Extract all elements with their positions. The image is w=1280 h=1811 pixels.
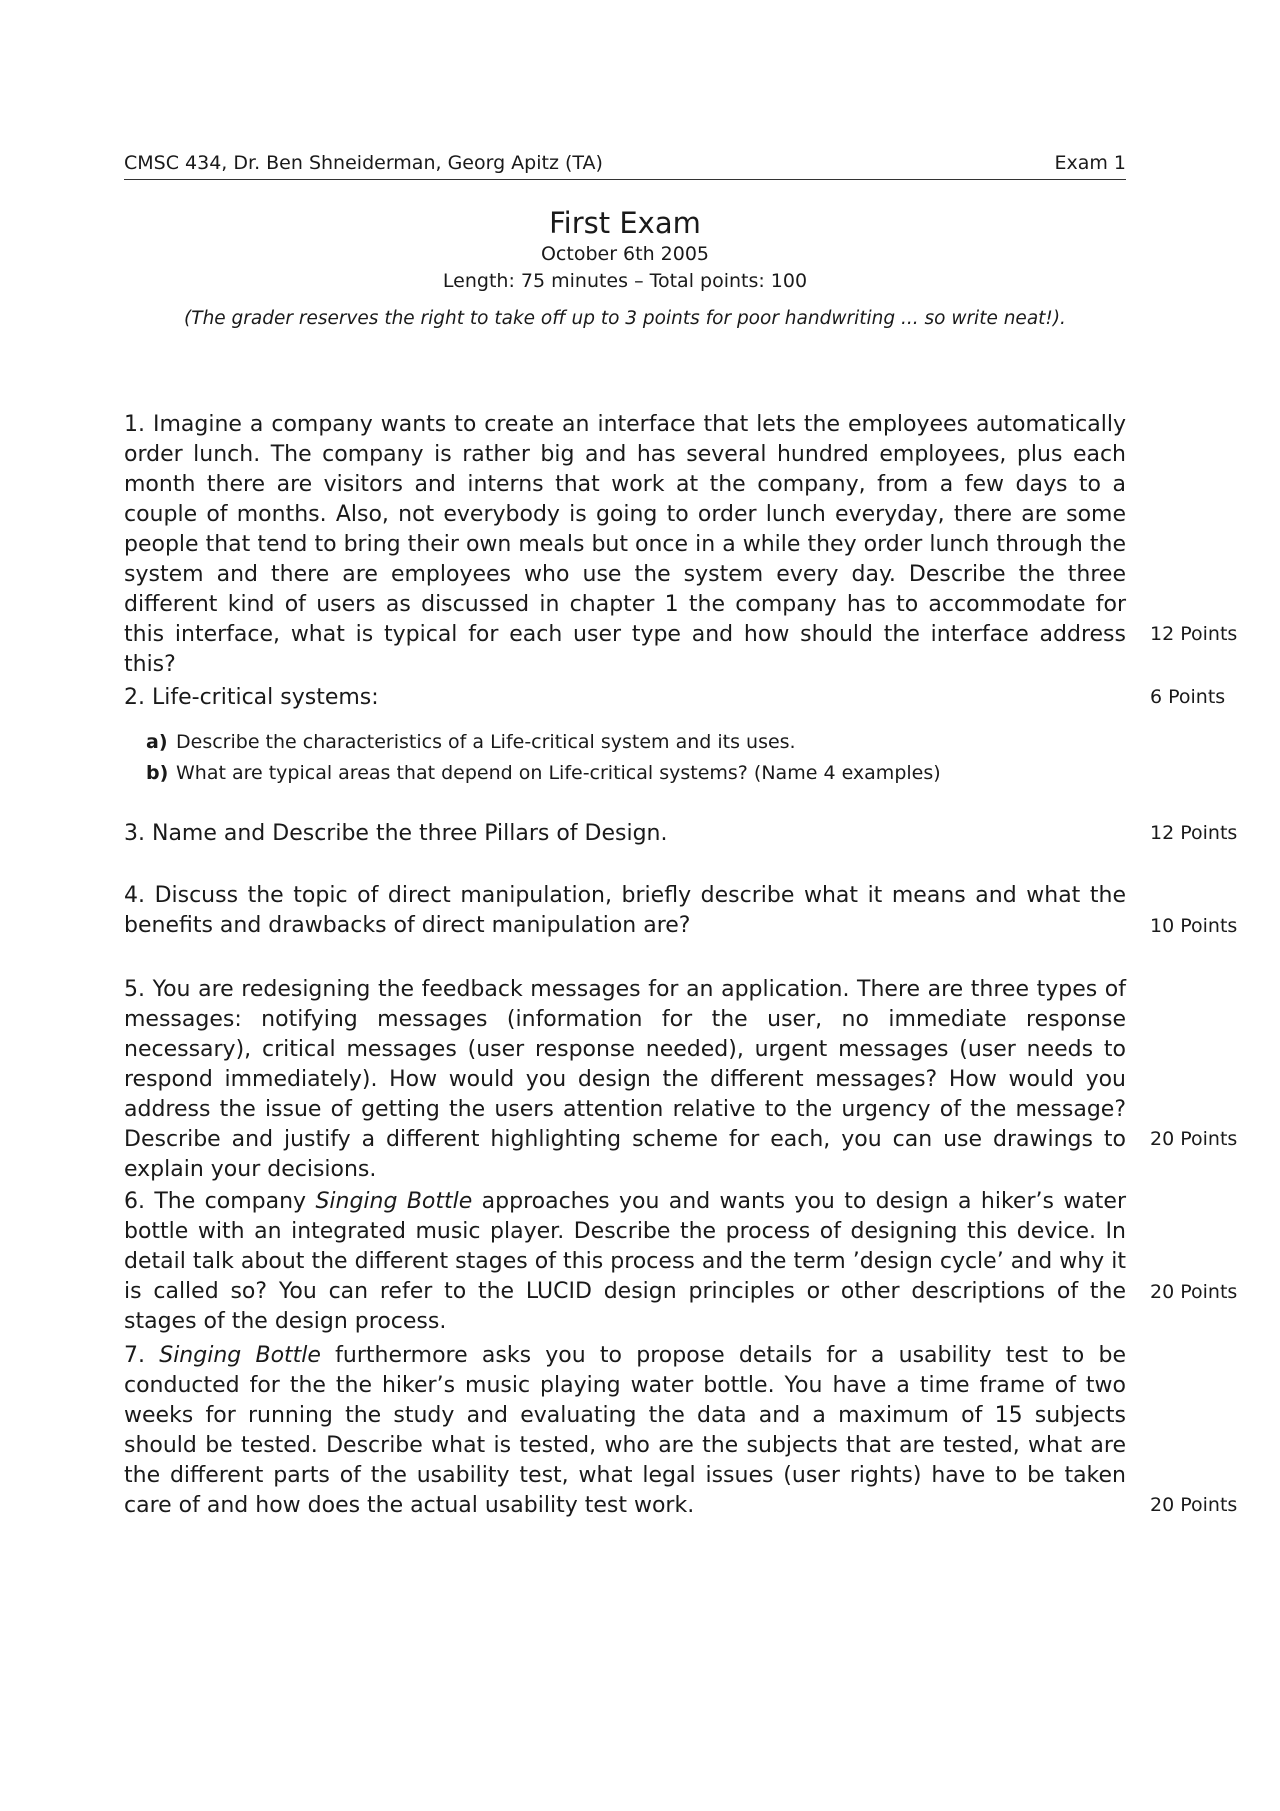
question-6 xyxy=(124,1187,1126,1337)
question-body: furthermore asks you to propose details for a usability test to be conducted for the the hiker’s music playing water bottle. You have a time frame of two weeks for running the study and evaluating the data and a maximum of 15 subjects should be tested. Describe what is tested, who are the subjects that are tested, what are the different parts of the usability test, what legal issues (user rights) have to be taken care of and how does the actual usability test work. xyxy=(124,1343,1127,1518)
question-text: 5. You are redesigning the feedback messages for an application. There are three types of messages: notifying messages (information for the user, no immediate response necessary), critical messages (user response needed), urgent messages (user needs to respond immediately). How would you design the different messages? How would you address the issue of getting the users attention relative to the urgency of the message? Describe and justify a different highlighting scheme for each, you can use drawings to explain your decisions. xyxy=(124,977,1126,1182)
question-prefix: 6. The company xyxy=(124,1189,316,1214)
exam-title: First Exam xyxy=(549,206,701,240)
question-text: 1. Imagine a company wants to create an interface that lets the employees automatically order lunch. The company is rather big and has several hundred employees, plus each month there are visitors and interns that work at the company, from a few days to a couple of months. Also, not everybody is going to order lunch everyday, there are some people that tend to bring their own meals but once in a while they order lunch through the system and there are employees who use the system every day. Describe the three different kind of users as discussed in chapter 1 the company has to accommodate for this interface, what is typical for each user type and how should the interface address this? xyxy=(124,412,1126,677)
subitem-text: Describe the characteristics of a Life-critical system and its uses. xyxy=(176,731,796,753)
company-name: Singing Bottle xyxy=(315,1189,473,1214)
question-7 xyxy=(124,1341,1126,1521)
question-5 xyxy=(124,975,1126,1185)
exam-date: October 6th 2005 xyxy=(540,243,710,265)
question-text: 2. Life-critical systems: xyxy=(124,685,379,710)
subitem-b xyxy=(146,758,1106,789)
question-text: 4. Discuss the topic of direct manipulation, briefly describe what it means and what the benefits and drawbacks of direct manipulation are? xyxy=(124,883,1126,938)
question-6-points: 20 Points xyxy=(1150,1281,1238,1303)
question-text xyxy=(124,1187,1126,1337)
question-3 xyxy=(124,819,1126,849)
page-header xyxy=(124,152,1126,180)
question-3-points: 12 Points xyxy=(1150,822,1238,844)
question-5-points: 20 Points xyxy=(1150,1128,1238,1150)
exam-length: Length: 75 minutes – Total points: 100 xyxy=(442,270,808,292)
subitem-letter: a) xyxy=(146,731,168,753)
question-4-points: 10 Points xyxy=(1150,915,1238,937)
course-info: CMSC 434, Dr. Ben Shneiderman, Georg Apitz (TA) xyxy=(124,152,603,174)
question-2-points: 6 Points xyxy=(1150,686,1226,708)
exam-label: Exam 1 xyxy=(1054,152,1126,174)
question-text xyxy=(124,1341,1126,1521)
subitem-a xyxy=(146,727,1106,758)
question-prefix: 7. xyxy=(124,1343,160,1368)
question-2 xyxy=(124,683,1126,713)
subitem-letter: b) xyxy=(146,762,169,784)
question-1 xyxy=(124,410,1126,680)
subitem-text: What are typical areas that depend on Life-critical systems? (Name 4 examples) xyxy=(176,762,941,784)
grading-note: (The grader reserves the right to take off up to 3 points for poor handwriting ... so write neat!). xyxy=(184,308,1066,329)
question-1-points: 12 Points xyxy=(1150,623,1238,645)
question-text: 3. Name and Describe the three Pillars of Design. xyxy=(124,821,668,846)
title-block xyxy=(124,205,1126,332)
question-7-points: 20 Points xyxy=(1150,1494,1238,1516)
question-4 xyxy=(124,881,1126,941)
question-2-subitems xyxy=(146,727,1106,789)
company-name: Singing Bottle xyxy=(159,1343,321,1368)
question-body: approaches you and wants you to design a hiker’s water bottle with an integrated music player. Describe the process of designing this device. In detail talk about the different stages of this process and the term ’design cycle’ and why it is called so? You can refer to the LUCID design principles or other descriptions of the stages of the design process. xyxy=(124,1189,1126,1334)
